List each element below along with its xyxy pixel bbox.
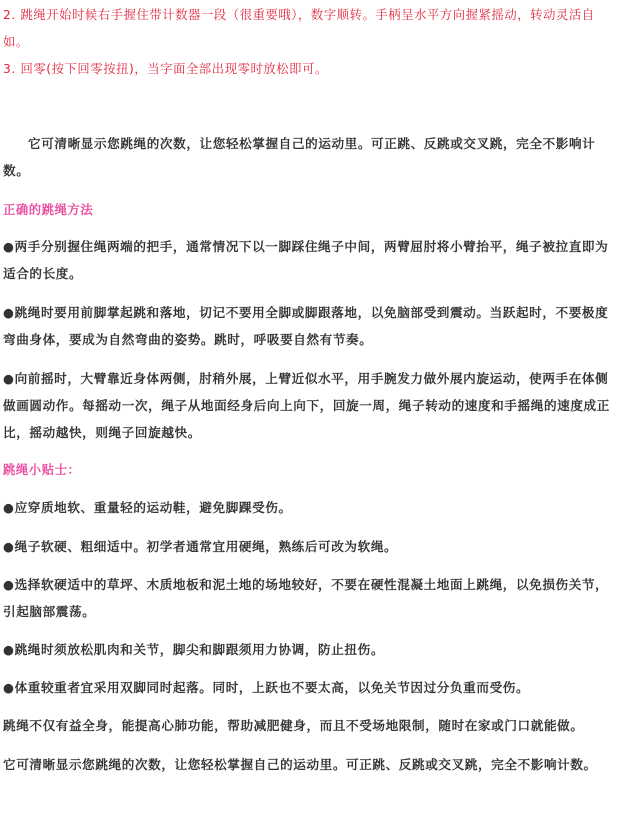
step-2-text: 2. 跳绳开始时候右手握住带计数器一段（很重要哦），数字顺转。手柄呈水平方向握紧摇动，转动灵活自如。 — [3, 8, 595, 49]
tip-item-3: ●选择软硬适中的草坪、木质地板和泥土地的场地较好，不要在硬性混凝土地面上跳绳，以免损伤关节，引起脑部震荡。 — [3, 577, 609, 619]
tip-item-5: ●体重较重者宜采用双脚同时起落。同时，上跃也不要太高，以免关节因过分负重而受伤。 — [3, 680, 530, 695]
method-item-2: ●跳绳时要用前脚掌起跳和落地，切记不要用全脚或脚跟落地，以免脑部受到震动。当跃起时，不要极度弯曲身体，要成为自然弯曲的姿势。跳时，呼吸要自然有节奏。 — [3, 305, 609, 347]
method-item-1: ●两手分别握住绳两端的把手，通常情况下以一脚踩住绳子中间，两臂屈肘将小臂抬平，绳子被拉直即为适合的长度。 — [3, 239, 609, 281]
method-item-3: ●向前摇时，大臂靠近身体两侧，肘稍外展，上臂近似水平，用手腕发力做外展内旋运动，使两手在体侧做画圆动作。每摇动一次，绳子从地面经身后向上向下，回旋一周，绳子转动的速度和手摇绳的速度成正比，摇动越快，则绳子回旋越快。 — [3, 371, 610, 440]
step-3-text: 3. 回零(按下回零按扭)，当字面全部出现零时放松即可。 — [3, 62, 328, 76]
tips-heading: 跳绳小贴士： — [3, 463, 81, 477]
tip-item-1: ●应穿质地软、重量轻的运动鞋，避免脚踝受伤。 — [3, 500, 292, 515]
tip-item-2: ●绳子软硬、粗细适中。初学者通常宜用硬绳，熟练后可改为软绳。 — [3, 539, 398, 554]
closing-benefit-paragraph: 跳绳不仅有益全身，能提高心肺功能，帮助减肥健身，而且不受场地限制，随时在家或门口就能做。 — [3, 718, 584, 733]
tip-item-4: ●跳绳时须放松肌肉和关节，脚尖和脚跟须用力协调，防止扭伤。 — [3, 642, 385, 657]
intro-paragraph: 它可清晰显示您跳绳的次数，让您轻松掌握自己的运动里。可正跳、反跳或交叉跳，完全不影响计数。 — [3, 136, 596, 178]
closing-repeat-paragraph: 它可清晰显示您跳绳的次数，让您轻松掌握自己的运动里。可正跳、反跳或交叉跳，完全不影响计数。 — [3, 757, 597, 772]
method-heading: 正确的跳绳方法 — [3, 203, 94, 217]
